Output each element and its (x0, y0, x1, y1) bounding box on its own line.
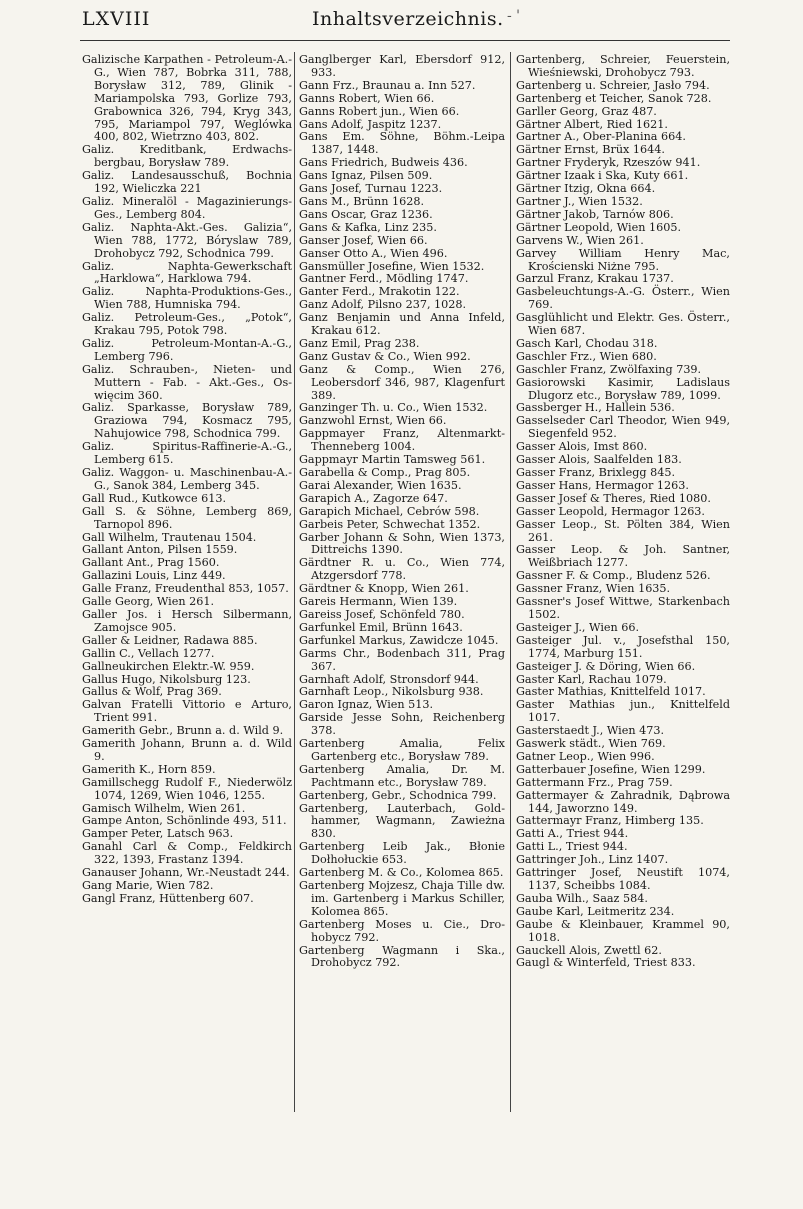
index-entry: Gans M., Brünn 1628. (299, 194, 425, 208)
index-entry: Galiz. Naphta-Akt.-Ges. Galizia“, Wien 788, 1772, Bóryslaw 789, Drohobycz 792, Schodnica 799. (82, 220, 292, 260)
index-entry: Ganz Benjamin und Anna Infeld, Krakau 612. (299, 311, 505, 338)
index-entry: Gasterstaedt J., Wien 473. (516, 724, 665, 738)
page-number: LXVIII (82, 8, 151, 30)
index-entry: Gattermayer & Zahradnik, Dąbrowa 144, Jaworzno 149. (516, 788, 730, 815)
index-entry: Gasser Leop. & Joh. Santner, Weißbriach 1277. (516, 543, 730, 570)
index-entry: Gaugl & Winterfeld, Triest 833. (516, 956, 696, 970)
index-entry: Gasser Alois, Saalfelden 183. (516, 453, 682, 467)
index-entry: Gangl Franz, Hüttenberg 607. (82, 891, 254, 905)
index-entry: Gaswerk städt., Wien 769. (516, 737, 666, 751)
index-entry: Gärdtner & Knopp, Wien 261. (299, 582, 469, 596)
index-entry: Garzul Franz, Krakau 1737. (516, 272, 674, 286)
index-entry: Gauba Wilh., Saaz 584. (516, 891, 648, 905)
index-entry: Gauckell Alois, Zwettl 62. (516, 943, 662, 957)
index-entry: Galvan Fratelli Vittorio e Arturo, Trient 991. (82, 698, 292, 725)
index-entry: Galiz. Schrauben-, Nieten- und Muttern - Fab. - Akt.-Ges., Oswięcim 360. (82, 362, 292, 402)
index-entry: Gantner Ferd., Mödling 1747. (299, 272, 469, 286)
index-entry: Garai Alexander, Wien 1635. (299, 478, 462, 492)
index-entry: Gartenberg Wagmann i Ska., Drohobycz 792. (299, 943, 505, 970)
index-entry: Gans Em. Söhne, Böhm.-Leipa 1387, 1448. (299, 130, 505, 157)
index-entry: Ganz Emil, Prag 238. (299, 336, 420, 350)
index-entry: Gasser Alois, Imst 860. (516, 440, 648, 454)
index-entry: Galiz. Kreditbank, Erdwachsbergbau, Borysław 789. (82, 143, 292, 170)
index-column-2 (299, 54, 505, 970)
index-entry: Ganns Robert, Wien 66. (299, 91, 435, 105)
index-entry: Gartner A., Ober-Planina 664. (516, 130, 686, 144)
index-entry: Gartenberg u. Schreier, Jasło 794. (516, 78, 710, 92)
index-entry: Gappmayer Franz, Altenmarkt-Thenneberg 1004. (299, 427, 505, 454)
index-entry: Garfunkel Markus, Zawidcze 1045. (299, 633, 499, 647)
index-entry: Gasselseder Carl Theodor, Wien 949, Siegenfeld 952. (516, 414, 730, 441)
index-entry: Galiz. Naphta-Gewerkschaft „Harklowa“, Harklowa 794. (82, 259, 292, 286)
index-column-1 (82, 54, 292, 906)
index-entry: Galiz. Petroleum-Montan-A.-G., Lemberg 796. (82, 336, 292, 363)
index-entry: Gans & Kafka, Linz 235. (299, 220, 437, 234)
index-entry: Gasser Franz, Brixlegg 845. (516, 466, 676, 479)
index-entry: Galle Franz, Freudenthal 853, 1057. (82, 582, 289, 596)
index-entry: Ganzwohl Ernst, Wien 66. (299, 414, 447, 428)
index-entry: Gaschler Franz, Zwölfaxing 739. (516, 362, 702, 376)
index-entry: Garabella & Comp., Prag 805. (299, 466, 471, 479)
index-entry: Gallus & Wolf, Prag 369. (82, 685, 222, 699)
index-entry: Gallant Ant., Prag 1560. (82, 556, 220, 570)
index-entry: Gartenberg Moses u. Cie., Drohobycz 792. (299, 917, 505, 944)
index-entry: Garber Johann & Sohn, Wien 1373, Dittreichs 1390. (299, 530, 505, 557)
index-entry: Gassner Franz, Wien 1635. (516, 582, 671, 596)
index-entry: Garnhaft Leop., Nikolsburg 938. (299, 685, 484, 699)
index-entry: Galle Georg, Wien 261. (82, 595, 215, 609)
index-entry: Gang Marie, Wien 782. (82, 879, 214, 892)
index-entry: Ganzinger Th. u. Co., Wien 1532. (299, 401, 488, 415)
index-entry: Gaster Mathias jun., Knittelfeld 1017. (516, 698, 730, 725)
index-entry: Gärtner Leopold, Wien 1605. (516, 220, 682, 234)
index-entry: Gamerith Johann, Brunn a. d. Wild 9. (82, 737, 292, 763)
index-entry: Gaube & Kleinbauer, Krammel 90, 1018. (516, 917, 730, 944)
index-entry: Gatti L., Triest 944. (516, 840, 628, 854)
index-entry: Gärtner Ernst, Brüx 1644. (516, 143, 665, 157)
index-entry: Gattermann Frz., Prag 759. (516, 775, 673, 789)
index-entry: Gasch Karl, Chodau 318. (516, 336, 658, 350)
index-entry: Gartenberg et Teicher, Sanok 728. (516, 91, 712, 105)
index-entry: Garvey William Henry Mac, Krościenski Niżne 795. (516, 246, 730, 273)
index-entry: Gartner Fryderyk, Rzeszów 941. (516, 156, 701, 170)
index-entry: Garbeis Peter, Schwechat 1352. (299, 517, 481, 531)
index-entry: Gampe Anton, Schönlinde 493, 511. (82, 814, 287, 828)
index-entry: Gartenberg Mojzesz, Chaja Tille dw. im. Gartenberg i Markus Schiller, Kolomea 865. (299, 879, 505, 918)
index-entry: Garfunkel Emil, Brünn 1643. (299, 620, 463, 634)
index-entry: Gans Oscar, Graz 1236. (299, 207, 433, 221)
index-entry: Gartenberg, Gebr., Schodnica 799. (299, 788, 497, 802)
index-entry: Ganz & Comp., Wien 276, Leobersdorf 346, 987, Klagenfurt 389. (299, 362, 505, 402)
index-entry: Garvens W., Wien 261. (516, 233, 644, 247)
index-entry: Gareis Hermann, Wien 139. (299, 595, 458, 609)
index-entry: Gartenberg Amalia, Dr. M. Pachtmann etc., Borysław 789. (299, 762, 505, 789)
index-entry: Gartenberg M. & Co., Kolomea 865. (299, 866, 504, 880)
index-column-3 (516, 54, 730, 970)
index-entry: Galizische Karpathen - Petroleum-A.-G., Wien 787, Bobrka 311, 788, Borysław 312, 789, Glinik - Mariampolska 793, Gorlize 793, Grabownica 326, 794, Kryg 343, 795, Mariampol 797, Weglówka 400, 802, Wietrzno 403, 802. (82, 53, 292, 144)
index-entry: Gartner J., Wien 1532. (516, 194, 643, 208)
page-title: Inhaltsverzeichnis. (312, 8, 504, 30)
index-entry: Ganz Adolf, Pilsno 237, 1028. (299, 298, 467, 312)
index-entry: Gansmüller Josefine, Wien 1532. (299, 259, 485, 273)
index-entry: Galiz. Naphta-Produktions-Ges., Wien 788, Humniska 794. (82, 285, 292, 312)
index-entry: Gamisch Wilhelm, Wien 261. (82, 801, 246, 815)
index-entry: Gärdtner R. u. Co., Wien 774, Atzgersdorf 778. (299, 556, 505, 583)
index-entry: Gallneukirchen Elektr.-W. 959. (82, 659, 255, 673)
index-entry: Gattringer Josef, Neustift 1074, 1137, Scheibbs 1084. (516, 866, 730, 892)
index-entry: Galler & Leidner, Radawa 885. (82, 633, 258, 647)
index-entry: Gaster Karl, Rachau 1079. (516, 672, 667, 686)
index-entry: Gartenberg, Schreier, Feuerstein, Wieśniewski, Drohobycz 793. (516, 53, 730, 79)
index-entry: Gartenberg Leib Jak., Błonie Dołhołuckie 653. (299, 840, 505, 867)
index-entry: Gassner F. & Comp., Bludenz 526. (516, 569, 711, 583)
index-entry: Gasiorowski Kasimir, Ladislaus Dlugorz etc., Borysław 789, 1099. (516, 375, 730, 402)
index-entry: Gatti A., Triest 944. (516, 827, 629, 841)
index-entry: Gareiss Josef, Schönfeld 780. (299, 607, 465, 621)
index-entry: Gallin C., Vellach 1277. (82, 646, 215, 660)
index-entry: Ganter Ferd., Mrakotin 122. (299, 285, 460, 299)
index-entry: Gamerith Gebr., Brunn a. d. Wild 9. (82, 724, 284, 738)
index-entry: Gasbeleuchtungs-A.-G. Österr., Wien 769. (516, 285, 730, 312)
index-entry: Gatner Leop., Wien 996. (516, 749, 655, 763)
index-entry: Ganns Robert jun., Wien 66. (299, 104, 460, 118)
index-entry: Ganglberger Karl, Ebersdorf 912, 933. (299, 53, 505, 79)
index-entry: Gasteiger J., Wien 66. (516, 620, 640, 634)
index-entry: Gärtner Izaak i Ska, Kuty 661. (516, 169, 689, 183)
index-entry: Garnhaft Adolf, Stronsdorf 944. (299, 672, 479, 686)
index-entry: Gatterbauer Josefine, Wien 1299. (516, 762, 706, 776)
index-entry: Gamillschegg Rudolf F., Niederwölz 1074, 1269, Wien 1046, 1255. (82, 775, 292, 802)
index-entry: Gassner's Josef Wittwe, Starkenbach 1502. (516, 595, 730, 621)
index-entry: Gans Ignaz, Pilsen 509. (299, 169, 433, 183)
index-entry: Gasser Leopold, Hermagor 1263. (516, 504, 705, 518)
index-entry: Galiz. Petroleum-Ges., „Potok“, Krakau 795, Potok 798. (82, 311, 292, 338)
index-entry: Gattermayr Franz, Himberg 135. (516, 814, 704, 828)
index-entry: Gaster Mathias, Knittelfeld 1017. (516, 685, 706, 699)
index-entry: Gärtner Itzig, Okna 664. (516, 182, 656, 196)
index-entry: Gallant Anton, Pilsen 1559. (82, 543, 238, 557)
index-entry: Ganz Gustav & Co., Wien 992. (299, 349, 471, 363)
header-rule (80, 40, 730, 41)
index-entry: Ganauser Johann, Wr.-Neustadt 244. (82, 866, 290, 880)
index-entry: Gassberger H., Hallein 536. (516, 401, 675, 415)
index-entry: Galler Jos. i Hersch Silbermann, Zamojsce 905. (82, 607, 292, 634)
index-entry: Gärtner Jakob, Tarnów 806. (516, 207, 674, 221)
index-entry: Gallus Hugo, Nikolsburg 123. (82, 672, 251, 686)
index-entry: Garms Chr., Bodenbach 311, Prag 367. (299, 646, 505, 673)
header-marks: - ' (507, 8, 521, 24)
index-entry: Gans Josef, Turnau 1223. (299, 182, 443, 196)
index-entry: Gattringer Joh., Linz 1407. (516, 853, 669, 867)
index-entry: Galiz. Sparkasse, Borysław 789, Graziowa 794, Kosmacz 795, Nahujowice 798, Schodnica 799. (82, 401, 292, 441)
column-divider (294, 52, 295, 1112)
index-entry: Garapich A., Zagorze 647. (299, 491, 448, 505)
index-entry: Gall Rud., Kutkowce 613. (82, 491, 227, 505)
index-entry: Galiz. Spiritus-Raffinerie-A.-G., Lemberg 615. (82, 440, 292, 467)
index-entry: Garon Ignaz, Wien 513. (299, 698, 434, 712)
index-entry: Gasglühlicht und Elektr. Ges. Österr., Wien 687. (516, 311, 730, 338)
index-entry: Gall Wilhelm, Trautenau 1504. (82, 530, 257, 544)
index-entry: Gasser Hans, Hermagor 1263. (516, 478, 689, 492)
index-entry: Gamper Peter, Latsch 963. (82, 827, 234, 841)
index-entry: Gärtner Albert, Ried 1621. (516, 117, 668, 131)
index-entry: Garller Georg, Graz 487. (516, 104, 657, 118)
index-entry: Galiz. Landesausschuß, Bochnia 192, Wieliczka 221 (82, 169, 292, 196)
index-entry: Gamerith K., Horn 859. (82, 762, 216, 776)
index-entry: Ganser Josef, Wien 66. (299, 233, 428, 247)
index-entry: Ganahl Carl & Comp., Feldkirch 322, 1393, Frastanz 1394. (82, 840, 292, 867)
index-entry: Gans Friedrich, Budweis 436. (299, 156, 468, 170)
page-header (82, 8, 732, 38)
index-entry: Garside Jesse Sohn, Reichenberg 378. (299, 711, 505, 738)
index-entry: Gaschler Frz., Wien 680. (516, 349, 657, 363)
index-entry: Garapich Michael, Cebrów 598. (299, 504, 480, 518)
index-entry: Ganser Otto A., Wien 496. (299, 246, 448, 260)
index-entry: Galiz. Mineralöl - Magazinierungs-Ges., Lemberg 804. (82, 194, 292, 221)
index-entry: Gaube Karl, Leitmeritz 234. (516, 904, 675, 918)
index-entry: Gasteiger J. & Döring, Wien 66. (516, 659, 696, 673)
column-divider (510, 52, 511, 1112)
index-entry: Galiz. Waggon- u. Maschinenbau-A.-G., Sanok 384, Lemberg 345. (82, 466, 292, 492)
index-entry: Gappmayr Martin Tamsweg 561. (299, 453, 486, 467)
index-entry: Gasteiger Jul. v., Josefsthal 150, 1774, Marburg 151. (516, 633, 730, 660)
index-entry: Gann Frz., Braunau a. Inn 527. (299, 78, 476, 92)
index-entry: Gall S. & Söhne, Lemberg 869, Tarnopol 896. (82, 504, 292, 531)
index-entry: Gasser Josef & Theres, Ried 1080. (516, 491, 711, 505)
index-entry: Gallazini Louis, Linz 449. (82, 569, 226, 583)
index-entry: Gasser Leop., St. Pölten 384, Wien 261. (516, 517, 730, 544)
index-entry: Gartenberg, Lauterbach, Goldhammer, Wagmann, Zawieżna 830. (299, 801, 505, 841)
index-entry: Gans Adolf, Jaspitz 1237. (299, 117, 442, 131)
index-entry: Gartenberg Amalia, Felix Gartenberg etc., Borysław 789. (299, 737, 505, 763)
